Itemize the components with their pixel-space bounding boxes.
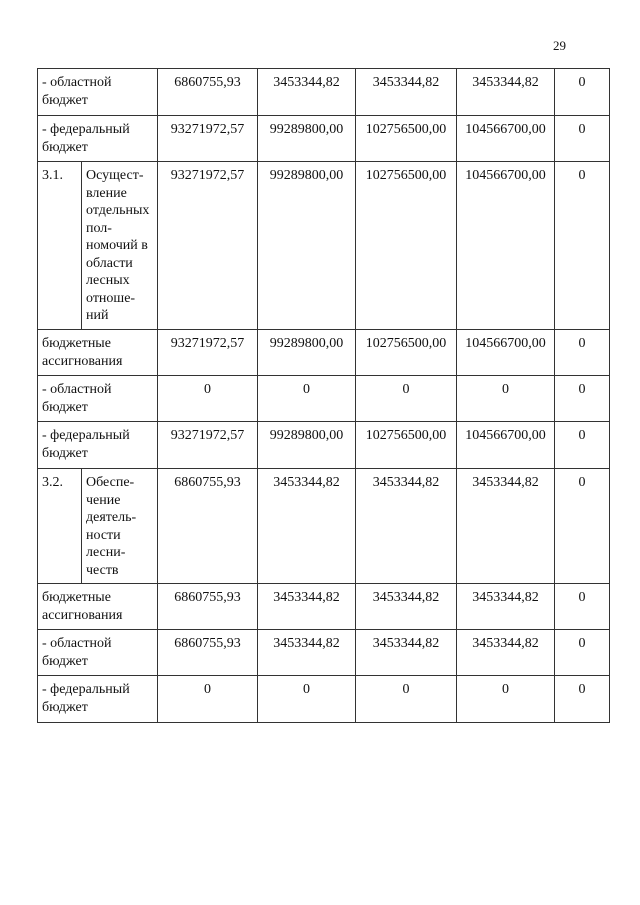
value-cell: 3453344,82 xyxy=(258,630,356,676)
value-cell: 3453344,82 xyxy=(356,469,457,584)
page-number: 29 xyxy=(553,38,566,53)
value-cell: 0 xyxy=(555,469,610,584)
value-cell: 6860755,93 xyxy=(158,469,258,584)
value-cell: 3453344,82 xyxy=(457,630,555,676)
value-cell: 102756500,00 xyxy=(356,422,457,469)
value-cell: 93271972,57 xyxy=(158,330,258,376)
value-cell: 0 xyxy=(555,116,610,162)
value-cell: 102756500,00 xyxy=(356,330,457,376)
description-line: чение xyxy=(86,492,121,508)
value-cell: 3453344,82 xyxy=(457,69,555,116)
value-cell: 3453344,82 xyxy=(356,584,457,630)
item-description xyxy=(82,162,158,330)
item-code: 3.1. xyxy=(38,162,82,330)
item-code: 3.2. xyxy=(38,469,82,584)
description-line: лесных xyxy=(86,273,130,288)
row-label-line: бюджетные xyxy=(42,336,111,351)
budget-table xyxy=(37,68,610,723)
description-line: деятель- xyxy=(86,510,137,525)
description-line: Осущест- xyxy=(86,168,144,183)
table-row xyxy=(38,469,610,584)
value-cell: 0 xyxy=(555,676,610,723)
row-label-line: ассигнования xyxy=(42,353,123,369)
description-line: Обеспе- xyxy=(86,475,135,490)
description-line: пол- xyxy=(86,220,112,236)
table-row xyxy=(38,69,610,116)
row-label xyxy=(38,116,158,162)
description-line: области xyxy=(86,255,133,271)
table-row xyxy=(38,630,610,676)
value-cell: 102756500,00 xyxy=(356,116,457,162)
value-cell: 104566700,00 xyxy=(457,422,555,469)
value-cell: 99289800,00 xyxy=(258,330,356,376)
row-label-line: бюджет xyxy=(42,139,88,155)
row-label xyxy=(38,330,158,376)
row-label xyxy=(38,676,158,723)
value-cell: 0 xyxy=(457,376,555,422)
value-cell: 104566700,00 xyxy=(457,116,555,162)
value-cell: 0 xyxy=(555,376,610,422)
table-row xyxy=(38,162,610,330)
description-line: отноше- xyxy=(86,290,136,306)
value-cell: 0 xyxy=(555,630,610,676)
value-cell: 0 xyxy=(555,422,610,469)
value-cell: 0 xyxy=(555,330,610,376)
row-label-line: - федеральный xyxy=(42,122,130,137)
table-row xyxy=(38,330,610,376)
value-cell: 3453344,82 xyxy=(356,630,457,676)
table-row xyxy=(38,422,610,469)
value-cell: 99289800,00 xyxy=(258,422,356,469)
row-label-line: - областной xyxy=(42,75,112,90)
row-label-line: бюджет xyxy=(42,399,88,415)
description-line: отдельных xyxy=(86,203,150,218)
row-label xyxy=(38,376,158,422)
row-label-line: бюджет xyxy=(42,445,88,461)
value-cell: 99289800,00 xyxy=(258,162,356,330)
value-cell: 0 xyxy=(555,69,610,116)
value-cell: 0 xyxy=(158,376,258,422)
table-row xyxy=(38,116,610,162)
row-label xyxy=(38,584,158,630)
row-label-line: ассигнования xyxy=(42,607,123,623)
value-cell: 93271972,57 xyxy=(158,162,258,330)
row-label-line: бюджет xyxy=(42,699,88,715)
row-label xyxy=(38,69,158,116)
row-label xyxy=(38,630,158,676)
item-description xyxy=(82,469,158,584)
value-cell: 0 xyxy=(258,676,356,723)
value-cell: 104566700,00 xyxy=(457,330,555,376)
description-line: номочий в xyxy=(86,238,148,253)
row-label-line: бюджет xyxy=(42,92,88,108)
row-label xyxy=(38,422,158,469)
value-cell: 104566700,00 xyxy=(457,162,555,330)
description-line: вление xyxy=(86,185,127,201)
row-label-line: бюджет xyxy=(42,653,88,669)
value-cell: 3453344,82 xyxy=(258,69,356,116)
table-row xyxy=(38,676,610,723)
value-cell: 0 xyxy=(258,376,356,422)
table-row xyxy=(38,376,610,422)
value-cell: 102756500,00 xyxy=(356,162,457,330)
row-label-line: - федеральный xyxy=(42,682,130,697)
value-cell: 3453344,82 xyxy=(457,469,555,584)
value-cell: 6860755,93 xyxy=(158,584,258,630)
description-line: ности xyxy=(86,527,121,543)
value-cell: 3453344,82 xyxy=(457,584,555,630)
row-label-line: - областной xyxy=(42,636,112,651)
value-cell: 0 xyxy=(356,376,457,422)
value-cell: 6860755,93 xyxy=(158,630,258,676)
value-cell: 93271972,57 xyxy=(158,116,258,162)
value-cell: 3453344,82 xyxy=(356,69,457,116)
description-line: ний xyxy=(86,308,109,323)
value-cell: 0 xyxy=(555,162,610,330)
value-cell: 0 xyxy=(555,584,610,630)
row-label-line: бюджетные xyxy=(42,590,111,605)
table-row xyxy=(38,584,610,630)
budget-table-body xyxy=(38,69,610,723)
value-cell: 93271972,57 xyxy=(158,422,258,469)
description-line: лесни- xyxy=(86,545,126,560)
value-cell: 3453344,82 xyxy=(258,584,356,630)
value-cell: 0 xyxy=(457,676,555,723)
value-cell: 0 xyxy=(356,676,457,723)
value-cell: 3453344,82 xyxy=(258,469,356,584)
description-line: честв xyxy=(86,562,119,578)
value-cell: 99289800,00 xyxy=(258,116,356,162)
row-label-line: - федеральный xyxy=(42,428,130,443)
value-cell: 6860755,93 xyxy=(158,69,258,116)
row-label-line: - областной xyxy=(42,382,112,397)
value-cell: 0 xyxy=(158,676,258,723)
